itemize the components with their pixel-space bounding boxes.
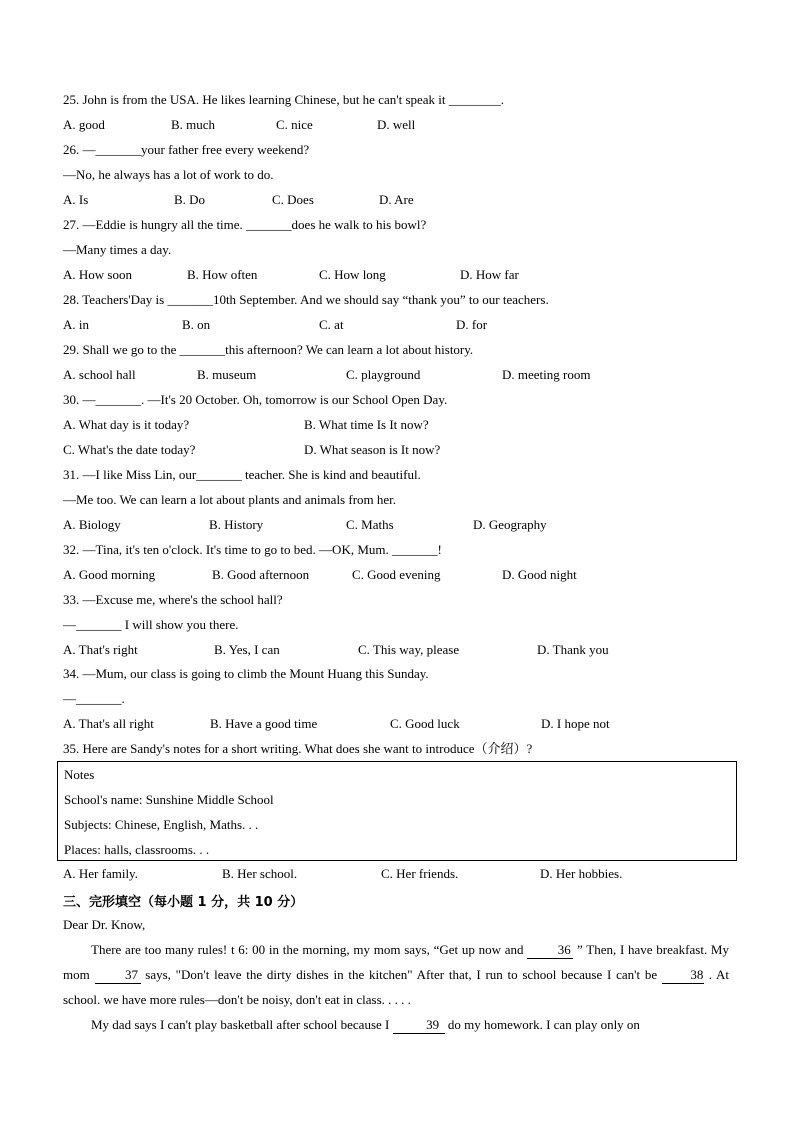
question-34: 34. —Mum, our class is going to climb the Mount Huang this Sunday. xyxy=(63,666,429,681)
option-a[interactable]: A. How soon xyxy=(63,267,132,282)
option-b[interactable]: B. History xyxy=(209,517,264,532)
option-b[interactable]: B. Yes, I can xyxy=(214,642,280,657)
option-b[interactable]: B. on xyxy=(182,317,211,332)
question-30: 30. —_______. —It's 20 October. Oh, tomorrow is our School Open Day. xyxy=(63,392,448,407)
paragraph-text: do my homework. I can play only on xyxy=(444,1017,640,1032)
question-25: 25. John is from the USA. He likes learning Chinese, but he can't speak it ________. xyxy=(63,92,505,107)
option-c[interactable]: C. This way, please xyxy=(358,642,460,657)
option-b[interactable]: B. How often xyxy=(187,267,258,282)
notes-title: Notes xyxy=(64,767,95,782)
reply-33: —_______ I will show you there. xyxy=(63,617,239,632)
letter-paragraph-2 xyxy=(63,1012,729,1037)
blank-39[interactable]: 39 xyxy=(393,1017,445,1034)
option-b[interactable]: B. Have a good time xyxy=(210,716,318,731)
blank-36[interactable]: 36 xyxy=(527,942,573,959)
reply-26: —No, he always has a lot of work to do. xyxy=(63,167,274,182)
option-b[interactable]: B. Good afternoon xyxy=(212,567,310,582)
question-29: 29. Shall we go to the _______this afternoon? We can learn a lot about history. xyxy=(63,342,474,357)
option-b[interactable]: B. museum xyxy=(197,367,257,382)
option-d[interactable]: D. I hope not xyxy=(541,716,610,731)
paragraph-text: . At school. we have more rules—don't be noisy, don't eat in class. . . . . xyxy=(63,967,729,1007)
section-title: 三、完形填空（每小题 1 分，共 10 分） xyxy=(63,895,304,910)
reply-34: —_______. xyxy=(63,691,125,706)
question-27: 27. —Eddie is hungry all the time. _______does he walk to his bowl? xyxy=(63,217,427,232)
paragraph-text: says, "Don't leave the dirty dishes in the kitchen" After that, I run to school because I can't be xyxy=(140,967,662,982)
paragraph-text: There are too many rules! t 6: 00 in the morning, my mom says, “Get up now and xyxy=(91,942,528,957)
reply-31: —Me too. We can learn a lot about plants and animals from her. xyxy=(63,492,397,507)
option-c[interactable]: C. Maths xyxy=(346,517,394,532)
question-33: 33. —Excuse me, where's the school hall? xyxy=(63,592,283,607)
option-a[interactable]: A. Good morning xyxy=(63,567,156,582)
blank-38[interactable]: 38 xyxy=(662,967,704,984)
option-d[interactable]: D. What season is It now? xyxy=(304,442,441,457)
option-c[interactable]: C. Good evening xyxy=(352,567,441,582)
notes-box xyxy=(57,761,737,861)
option-a[interactable]: A. That's all right xyxy=(63,716,154,731)
question-28: 28. Teachers'Day is _______10th September. And we should say “thank you” to our teachers. xyxy=(63,292,549,307)
notes-line: Places: halls, classrooms. . . xyxy=(64,842,210,857)
option-c[interactable]: C. Does xyxy=(272,192,314,207)
option-d[interactable]: D. Her hobbies. xyxy=(540,866,623,881)
letter-paragraph-1 xyxy=(63,937,729,1012)
letter-greeting: Dear Dr. Know, xyxy=(63,917,146,932)
option-d[interactable]: D. Geography xyxy=(473,517,547,532)
paragraph-text: ” Then, I have breakfast. My mom xyxy=(63,942,729,982)
question-35: 35. Here are Sandy's notes for a short writing. What does she want to introduce（介绍）? xyxy=(63,741,533,756)
option-a[interactable]: A. school hall xyxy=(63,367,136,382)
question-32: 32. —Tina, it's ten o'clock. It's time to go to bed. —OK, Mum. _______! xyxy=(63,542,442,557)
option-b[interactable]: B. Do xyxy=(174,192,206,207)
option-a[interactable]: A. good xyxy=(63,117,105,132)
option-d[interactable]: D. well xyxy=(377,117,416,132)
option-b[interactable]: B. Her school. xyxy=(222,866,298,881)
option-d[interactable]: D. meeting room xyxy=(502,367,591,382)
option-c[interactable]: C. Good luck xyxy=(390,716,460,731)
option-c[interactable]: C. What's the date today? xyxy=(63,442,196,457)
question-31: 31. —I like Miss Lin, our_______ teacher. She is kind and beautiful. xyxy=(63,467,421,482)
option-d[interactable]: D. for xyxy=(456,317,488,332)
option-a[interactable]: A. in xyxy=(63,317,89,332)
option-c[interactable]: C. playground xyxy=(346,367,421,382)
option-c[interactable]: C. nice xyxy=(276,117,313,132)
notes-line: School's name: Sunshine Middle School xyxy=(64,792,274,807)
option-a[interactable]: A. Biology xyxy=(63,517,121,532)
option-c[interactable]: C. How long xyxy=(319,267,386,282)
blank-37[interactable]: 37 xyxy=(95,967,141,984)
reply-27: —Many times a day. xyxy=(63,242,172,257)
option-d[interactable]: D. Are xyxy=(379,192,414,207)
paragraph-text: My dad says I can't play basketball after school because I xyxy=(91,1017,393,1032)
option-c[interactable]: C. Her friends. xyxy=(381,866,459,881)
option-a[interactable]: A. What day is it today? xyxy=(63,417,190,432)
option-d[interactable]: D. Good night xyxy=(502,567,577,582)
question-26: 26. —_______your father free every weekend? xyxy=(63,142,310,157)
option-a[interactable]: A. Her family. xyxy=(63,866,138,881)
option-a[interactable]: A. That's right xyxy=(63,642,138,657)
notes-line: Subjects: Chinese, English, Maths. . . xyxy=(64,817,259,832)
option-b[interactable]: B. What time Is It now? xyxy=(304,417,429,432)
option-b[interactable]: B. much xyxy=(171,117,216,132)
option-a[interactable]: A. Is xyxy=(63,192,89,207)
option-c[interactable]: C. at xyxy=(319,317,344,332)
option-d[interactable]: D. Thank you xyxy=(537,642,609,657)
option-d[interactable]: D. How far xyxy=(460,267,519,282)
